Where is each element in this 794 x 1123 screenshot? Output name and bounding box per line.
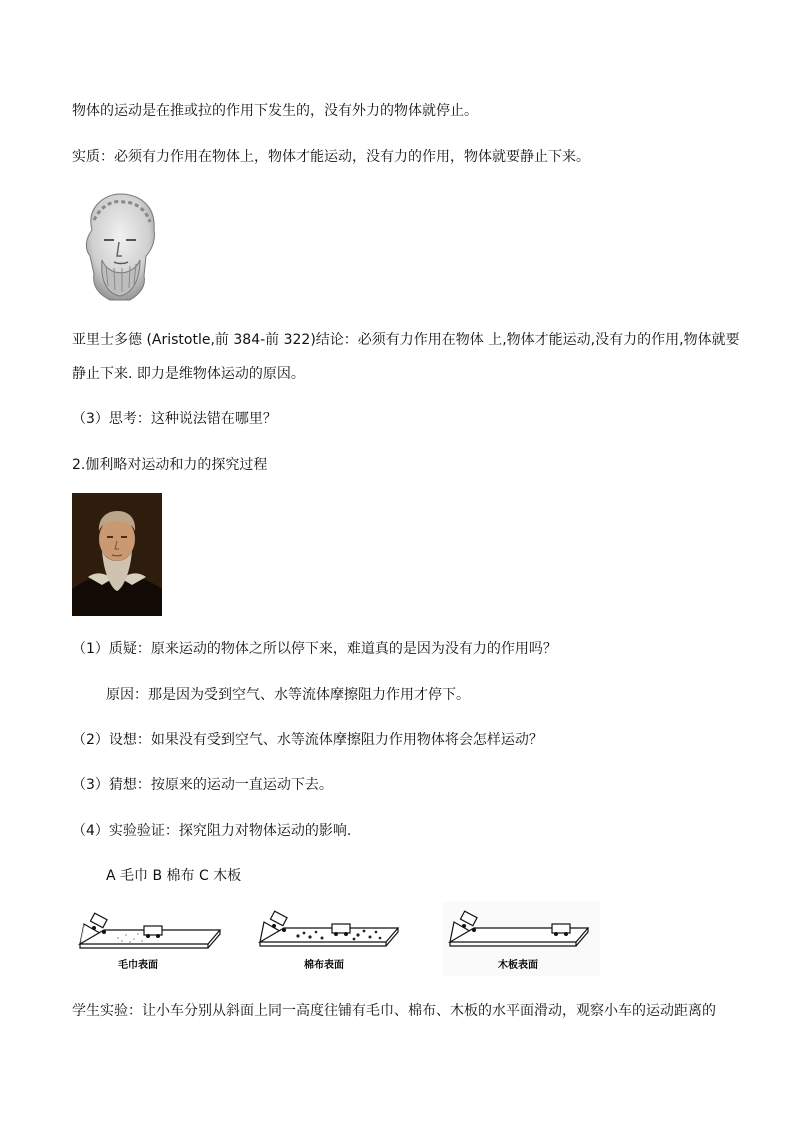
paragraph-student-experiment: 学生实验：让小车分别从斜面上同一高度往铺有毛巾、棉布、木板的水平面滑动，观察小车的运动距离的 <box>72 1003 716 1019</box>
cotton-surface-label: 棉布表面 <box>304 960 344 971</box>
aristotle-bust-image <box>74 190 164 304</box>
paragraph-aristotle-conclusion-1: 亚里士多德 (Aristotle,前 384-前 322)结论：必须有力作用在物体 上,物体才能运动,没有力的作用,物体就要 <box>72 332 740 348</box>
section-heading-galileo: 2.伽利略对运动和力的探究过程 <box>72 457 268 473</box>
paragraph-reason: 原因：那是因为受到空气、水等流体摩擦阻力作用才停下。 <box>106 687 470 703</box>
paragraph-question-1: （1）质疑：原来运动的物体之所以停下来，难道真的是因为没有力的作用吗？ <box>72 641 557 657</box>
towel-surface-figure <box>78 902 226 976</box>
paragraph-essence: 实质：必须有力作用在物体上，物体才能运动，没有力的作用，物体就要静止下来。 <box>72 149 590 165</box>
board-surface-figure <box>442 902 600 976</box>
paragraph-materials: A 毛巾 B 棉布 C 木板 <box>106 868 242 884</box>
paragraph-experiment: （4）实验验证：探究阻力对物体运动的影响. <box>72 823 352 839</box>
paragraph-guess: （3）猜想：按原来的运动一直运动下去。 <box>72 777 333 793</box>
paragraph-hypothesis: （2）设想：如果没有受到空气、水等流体摩擦阻力作用物体将会怎样运动？ <box>72 732 543 748</box>
towel-surface-label: 毛巾表面 <box>118 960 158 971</box>
paragraph-aristotle-conclusion-2: 静止下来. 即力是维物体运动的原因。 <box>72 366 305 382</box>
paragraph-think-question: （3）思考：这种说法错在哪里？ <box>72 411 277 427</box>
cotton-surface-figure <box>258 902 400 976</box>
board-surface-label: 木板表面 <box>498 960 538 971</box>
galileo-portrait-image <box>72 493 162 616</box>
paragraph-motion-claim: 物体的运动是在推或拉的作用下发生的，没有外力的物体就停止。 <box>72 103 478 119</box>
